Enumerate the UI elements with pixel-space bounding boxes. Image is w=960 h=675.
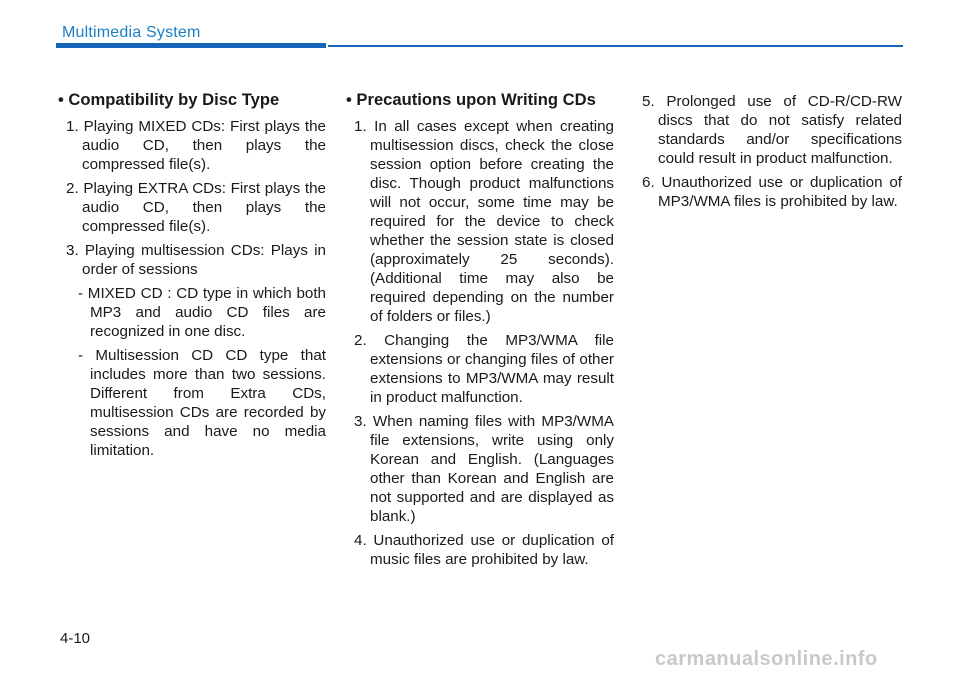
list-item: 6. Unauthorized use or duplication of MP3/WMA files is prohibited by law. [642,174,902,210]
sub-list [58,284,326,460]
page-number: 4-10 [60,630,91,647]
list-item: 4. Unauthorized use or duplication of music files are prohibited by law. [354,532,614,568]
sub-list-item: - MIXED CD : CD type in which both MP3 and audio CD files are recognized in one disc. [78,285,326,340]
list-item: 3. When naming files with MP3/WMA file extensions, write using only Korean and English. (Languages other than Korean and English are not supported and are displayed as blank.) [354,413,614,525]
header-rule-thick [56,43,326,48]
list-item: 1. In all cases except when creating multisession discs, check the close session option before creating the disc. Though product malfunctions will not occur, some time may be required for the device to check whether the session state is closed (approximately 25 seconds). (Additional time may also be required depending on the number of folders or files.) [354,118,614,325]
column-precautions [346,90,614,574]
heading-compatibility: • Compatibility by Disc Type [58,90,280,109]
list-item: 2. Changing the MP3/WMA file extensions or changing files of other extensions to MP3/WMA may result in product malfunction. [354,332,614,406]
list-item: 3. Playing multisession CDs: Plays in order of sessions [66,242,326,278]
header-rule-thin [328,45,903,47]
list-item: 1. Playing MIXED CDs: First plays the audio CD, then plays the compressed file(s). [66,118,326,173]
sub-list-item: - Multisession CD CD type that includes more than two sessions. Different from Extra CDs, multisession CDs are recorded by sessions and have no media limitation. [78,347,326,459]
list-item: 5. Prolonged use of CD-R/CD-RW discs that do not satisfy related standards and/or specifications could result in product malfunction. [642,93,902,167]
section-title: Multimedia System [62,24,201,41]
watermark: carmanualsonline.info [655,648,878,670]
column-compatibility [58,90,326,465]
heading-precautions: • Precautions upon Writing CDs [346,90,596,109]
list-item: 2. Playing EXTRA CDs: First plays the audio CD, then plays the compressed file(s). [66,180,326,235]
column-precautions-continued [634,92,902,216]
